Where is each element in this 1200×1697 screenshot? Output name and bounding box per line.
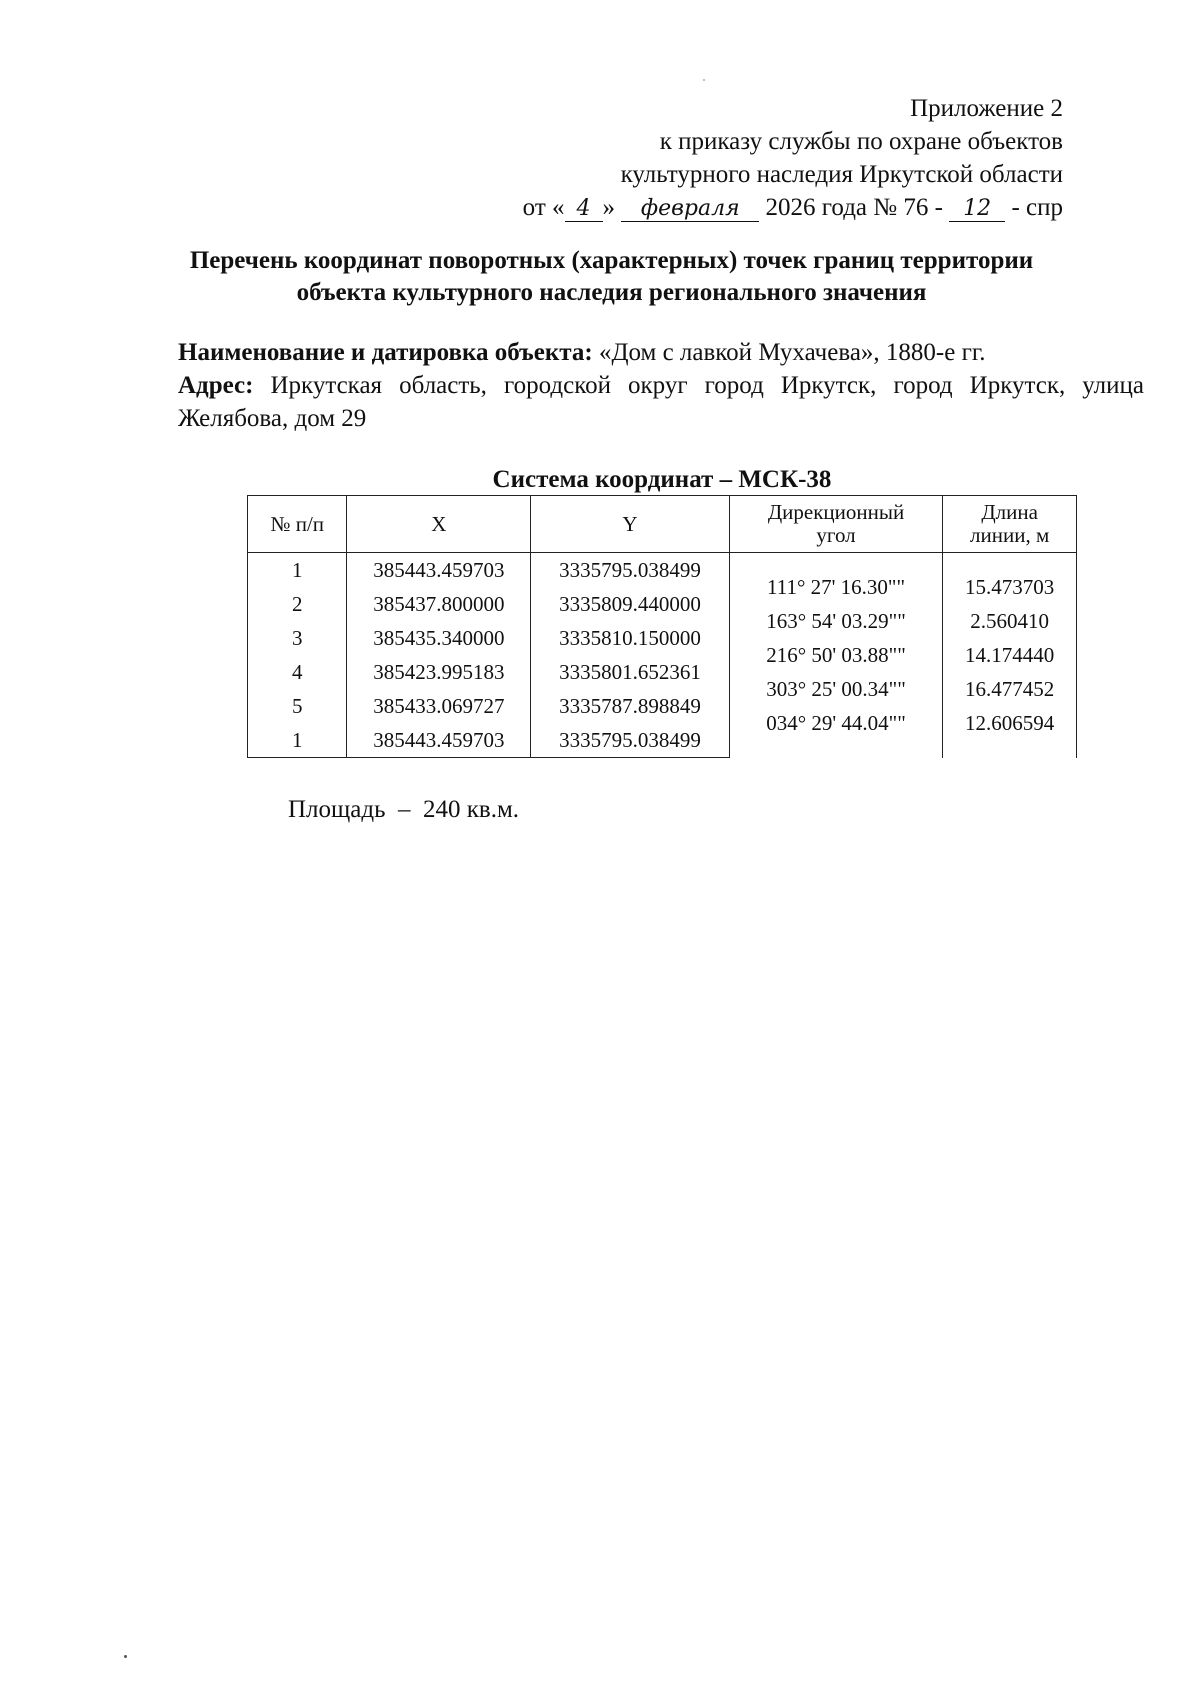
header-angle — [729, 496, 943, 553]
object-name-value: «Дом с лавкой Мухачева», 1880-е гг. — [598, 339, 986, 366]
header-angle-line-2: угол — [816, 523, 856, 547]
area-dash: – — [398, 796, 411, 823]
header-length-line-1: Длина — [981, 500, 1038, 524]
appendix-header — [463, 92, 1063, 224]
point-y: 3335787.898849 — [531, 689, 730, 723]
area-line — [288, 795, 519, 825]
segment-length: 15.473703 — [965, 575, 1055, 599]
appendix-title: Приложение 2 — [910, 95, 1063, 122]
area-value: 240 кв.м. — [423, 796, 520, 823]
date-prefix: от « — [522, 194, 565, 221]
appendix-order-line: к приказу службы по охране объектов — [659, 128, 1063, 155]
object-name-line — [178, 336, 1144, 369]
point-y: 3335795.038499 — [531, 723, 730, 758]
appendix-authority-line: культурного наследия Иркутской области — [620, 161, 1063, 188]
title-line-2: объекта культурного наследия регионального значения — [296, 279, 927, 306]
header-length-line-2: линии, м — [970, 523, 1050, 547]
object-name-label: Наименование и датировка объекта: — [178, 339, 593, 366]
number-suffix: - спр — [1011, 194, 1063, 221]
segment-length: 14.174440 — [965, 643, 1055, 667]
point-x: 385443.459703 — [347, 723, 531, 758]
segment-angle: 216° 50' 03.88"" — [766, 643, 906, 667]
header-length — [943, 496, 1077, 553]
year-number-text: 2026 года № 76 - — [765, 194, 943, 221]
table-header-row — [248, 496, 1077, 553]
point-y: 3335810.150000 — [531, 621, 730, 655]
point-number: 3 — [248, 621, 347, 655]
appendix-date-line — [463, 191, 1063, 224]
object-info — [178, 336, 1144, 435]
point-number: 5 — [248, 689, 347, 723]
point-x: 385437.800000 — [347, 587, 531, 621]
title-line-1: Перечень координат поворотных (характерных) точек границ территории — [189, 247, 1034, 274]
segment-angle: 034° 29' 44.04"" — [766, 711, 906, 735]
segment-length: 16.477452 — [965, 677, 1055, 701]
handwritten-day: 4 — [565, 197, 603, 222]
point-x: 385435.340000 — [347, 621, 531, 655]
segment-length: 12.606594 — [965, 711, 1055, 735]
object-address-label: Адрес: — [178, 372, 254, 399]
header-num: № п/п — [248, 496, 347, 553]
segment-length: 2.560410 — [970, 609, 1049, 633]
point-y: 3335809.440000 — [531, 587, 730, 621]
point-number: 1 — [248, 723, 347, 758]
point-x: 385433.069727 — [347, 689, 531, 723]
point-number: 4 — [248, 655, 347, 689]
document-title — [160, 245, 1063, 309]
point-x: 385443.459703 — [347, 553, 531, 588]
segment-angle: 163° 54' 03.29"" — [766, 609, 906, 633]
angles-cell — [729, 553, 943, 758]
date-mid: » — [602, 194, 616, 221]
header-angle-line-1: Дирекционный — [767, 500, 905, 524]
coordinates-table — [247, 495, 1077, 758]
handwritten-number: 12 — [949, 197, 1005, 222]
segment-angle: 303° 25' 00.34"" — [766, 677, 906, 701]
table-caption: Система координат – МСК-38 — [492, 466, 832, 493]
point-y: 3335795.038499 — [531, 553, 730, 588]
segment-angle: 111° 27' 16.30"" — [767, 575, 906, 599]
lengths-cell — [943, 553, 1077, 758]
handwritten-month: февраля — [621, 197, 759, 222]
point-y: 3335801.652361 — [531, 655, 730, 689]
header-y: Y — [531, 496, 730, 553]
point-x: 385423.995183 — [347, 655, 531, 689]
header-x: X — [347, 496, 531, 553]
scan-speck — [703, 79, 705, 81]
point-number: 2 — [248, 587, 347, 621]
scan-speck — [124, 1655, 127, 1658]
object-address-value: Иркутская область, городской округ город Иркутск, город Иркутск, улица Желябова, дом 29 — [178, 372, 1145, 432]
area-label: Площадь — [288, 796, 386, 823]
point-number: 1 — [248, 553, 347, 588]
table-row — [248, 553, 1077, 588]
object-address-line — [178, 369, 1144, 435]
